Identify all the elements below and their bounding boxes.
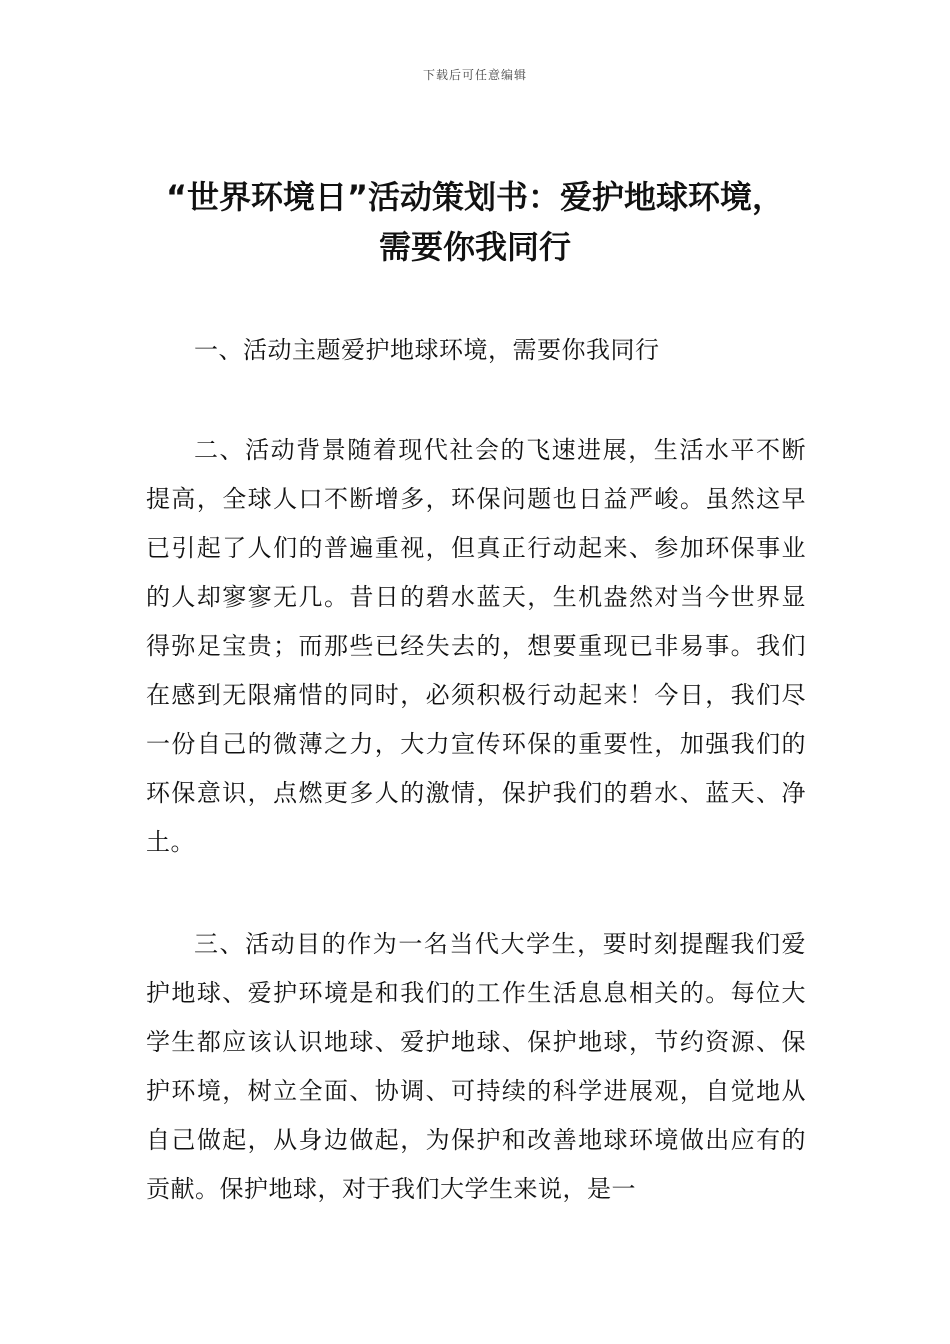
section-activity-purpose: 三、活动目的作为一名当代大学生，要时刻提醒我们爱护地球、爱护环境是和我们的工作生活息息相关的。每位大学生都应该认识地球、爱护地球、保护地球，节约资源、保护环境，树立全面、协调、可持续的科学进展观，自觉地从自己做起，从身边做起，为保护和改善地球环境做出应有的贡献。保护地球，对于我们大学生来说，是一 (146, 930, 806, 1203)
header-note: 下载后可任意编辑 (422, 68, 527, 82)
section-activity-theme: 一、活动主题爱护地球环境，需要你我同行 (194, 336, 660, 364)
section-activity-background: 二、活动背景随着现代社会的飞速进展，生活水平不断提高，全球人口不断增多，环保问题也日益严峻。虽然这早已引起了人们的普遍重视，但真正行动起来、参加环保事业的人却寥寥无几。昔日的碧水蓝天，生机盎然对当今世界显得弥足宝贵；而那些已经失去的，想要重现已非易事。我们在感到无限痛惜的同时，必须积极行动起来！今日，我们尽一份自己的微薄之力，大力宣传环保的重要性，加强我们的环保意识，点燃更多人的激情，保护我们的碧水、蓝天、净土。 (146, 436, 806, 856)
document-title: “世界环境日”活动策划书：爱护地球环境，需要你我同行 (165, 178, 785, 266)
